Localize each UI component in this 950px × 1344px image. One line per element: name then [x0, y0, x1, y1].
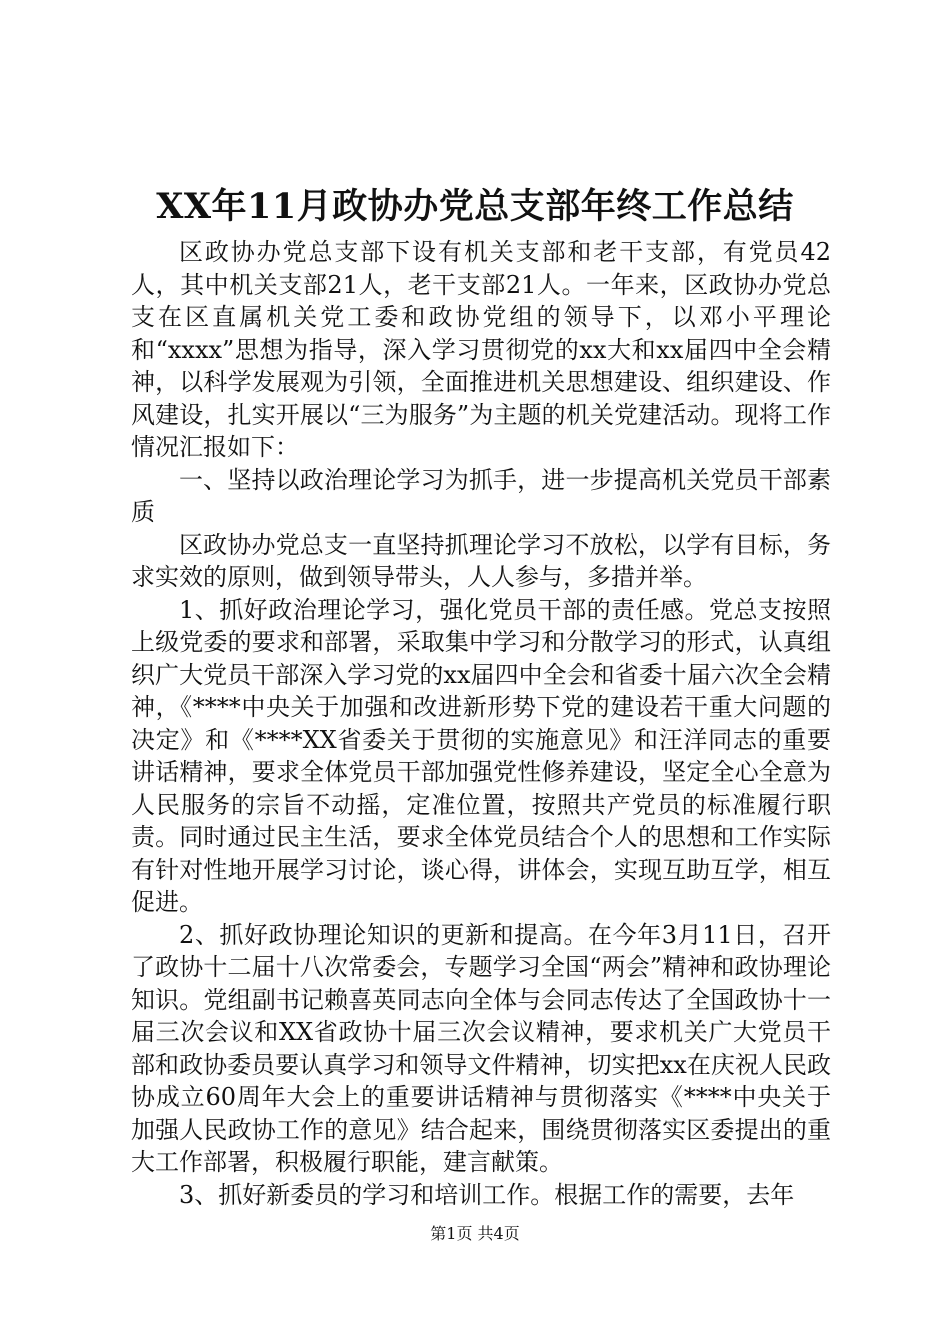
page-footer: 第1页 共4页 [430, 1224, 520, 1243]
paragraph-section-1-intro: 区政协办党总支一直坚持抓理论学习不放松，以学有目标，务求实效的原则，做到领导带头，人人参与，多措并举。 [131, 530, 831, 591]
document-body [131, 236, 831, 1211]
paragraph-item-2: 2、抓好政协理论知识的更新和提高。在今年3月11日，召开了政协十二届十八次常委会，专题学习全国“两会”精神和政协理论知识。党组副书记赖喜英同志向全体与会同志传达了全国政协十一届三次会议和XX省政协十届三次会议精神，要求机关广大党员干部和政协委员要认真学习和领导文件精神，切实把xx在庆祝人民政协成立60周年大会上的重要讲话精神与贯彻落实《****中央关于加强人民政协工作的意见》结合起来，围绕贯彻落实区委提出的重大工作部署，积极履行职能，建言献策。 [131, 920, 831, 1176]
document-title: XX年11月政协办党总支部年终工作总结 [156, 186, 794, 227]
paragraph-intro: 区政协办党总支部下设有机关支部和老干支部，有党员42人，其中机关支部21人，老干支部21人。一年来，区政协办党总支在区直属机关党工委和政协党组的领导下，以邓小平理论和“xxxx”思想为指导，深入学习贯彻党的xx大和xx届四中全会精神，以科学发展观为引领，全面推进机关思想建设、组织建设、作风建设，扎实开展以“三为服务”为主题的机关党建活动。现将工作情况汇报如下： [131, 238, 831, 461]
paragraph-item-3: 3、抓好新委员的学习和培训工作。根据工作的需要，去年 [179, 1180, 795, 1209]
section-heading-1: 一、坚持以政治理论学习为抓手，进一步提高机关党员干部素质 [131, 465, 831, 526]
paragraph-item-1: 1、抓好政治理论学习，强化党员干部的责任感。党总支按照上级党委的要求和部署，采取集中学习和分散学习的形式，认真组织广大党员干部深入学习党的xx届四中全会和省委十届六次全会精神，《****中央关于加强和改进新形势下党的建设若干重大问题的决定》和《****XX省委关于贯彻的实施意见》和汪洋同志的重要讲话精神，要求全体党员干部加强党性修养建设，坚定全心全意为人民服务的宗旨不动摇，定准位置，按照共产党员的标准履行职责。同时通过民主生活，要求全体党员结合个人的思想和工作实际有针对性地开展学习讨论，谈心得，讲体会，实现互助互学，相互促进。 [131, 595, 831, 916]
